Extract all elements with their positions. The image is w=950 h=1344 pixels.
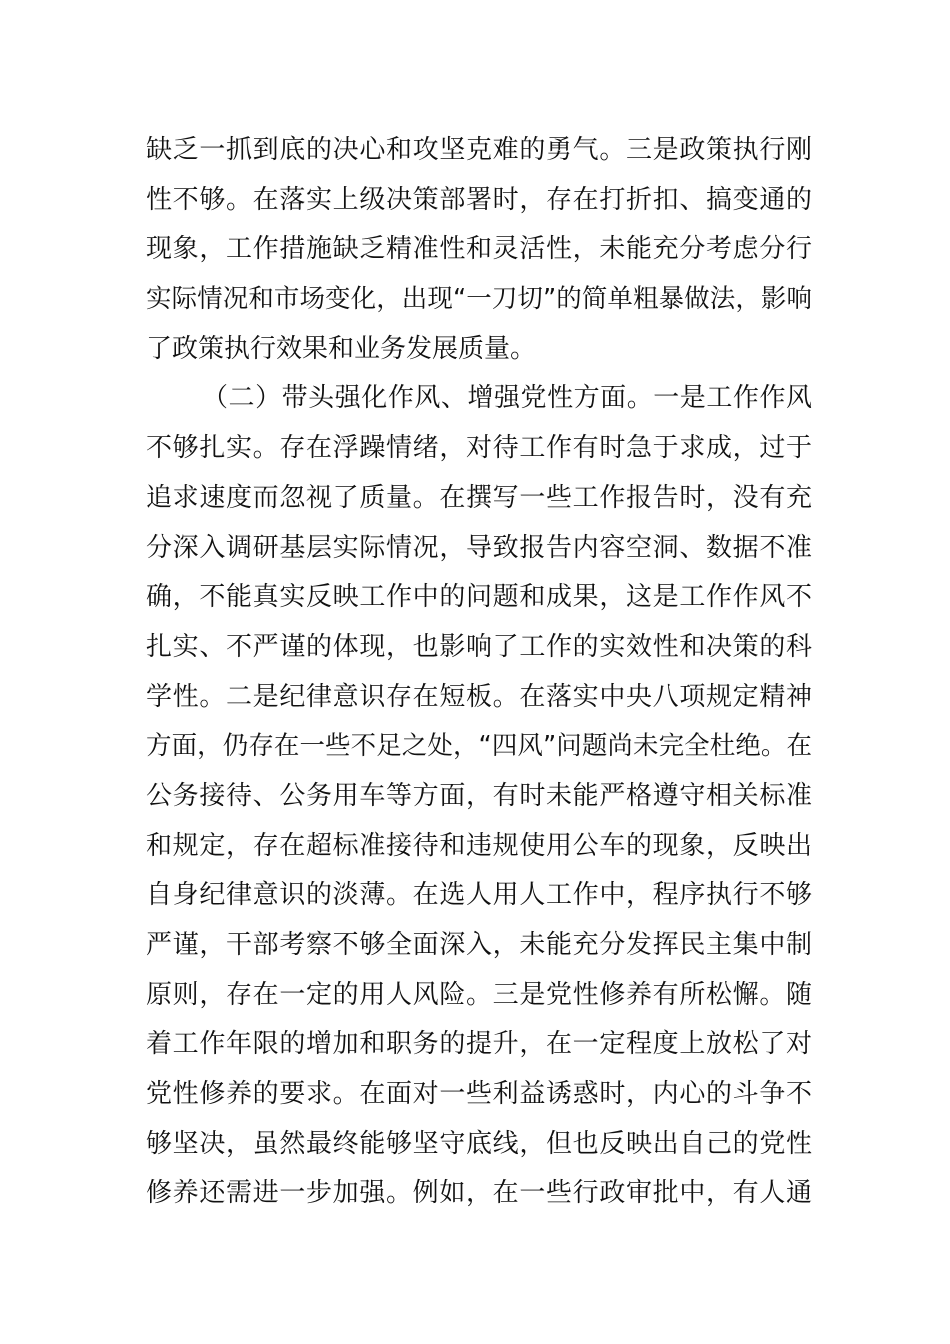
text-line: 自身纪律意识的淡薄。在选人用人工作中，程序执行不够: [146, 880, 812, 911]
text-line: 和规定，存在超标准接待和违规使用公车的现象，反映出: [146, 830, 812, 861]
text-line: 党性修养的要求。在面对一些利益诱惑时，内心的斗争不: [146, 1079, 812, 1110]
document-body: [146, 126, 812, 1219]
text-line: 严谨，干部考察不够全面深入，未能充分发挥民主集中制: [146, 930, 812, 960]
text-line: 了政策执行效果和业务发展质量。: [146, 333, 537, 364]
text-line: 够坚决，虽然最终能够坚守底线，但也反映出自己的党性: [146, 1128, 812, 1159]
text-line: 修养还需进一步加强。例如，在一些行政审批中，有人通: [146, 1178, 812, 1209]
text-line: 性不够。在落实上级决策部署时，存在打折扣、搞变通的: [146, 184, 812, 215]
text-line: 不够扎实。存在浮躁情绪，对待工作有时急于求成，过于: [146, 433, 812, 464]
text-line: 缺乏一抓到底的决心和攻坚克难的勇气。三是政策执行刚: [146, 135, 812, 165]
text-line: 原则，存在一定的用人风险。三是党性修养有所松懈。随: [146, 979, 812, 1010]
text-line: 着工作年限的增加和职务的提升，在一定程度上放松了对: [146, 1029, 812, 1060]
text-line: 方面，仍存在一些不足之处，“四风”问题尚未完全杜绝。在: [146, 731, 812, 762]
section-heading-line: （二）带头强化作风、增强党性方面。一是工作作风: [202, 383, 812, 414]
text-line: 确，不能真实反映工作中的问题和成果，这是工作作风不: [146, 582, 812, 613]
text-line: 学性。二是纪律意识存在短板。在落实中央八项规定精神: [146, 681, 812, 712]
text-line: 分深入调研基层实际情况，导致报告内容空洞、数据不准: [146, 532, 812, 563]
text-line: 现象，工作措施缺乏精准性和灵活性，未能充分考虑分行: [146, 234, 812, 265]
text-line: 实际情况和市场变化，出现“一刀切”的简单粗暴做法，影响: [146, 284, 812, 315]
text-line: 扎实、不严谨的体现，也影响了工作的实效性和决策的科: [146, 631, 812, 662]
text-line: 追求速度而忽视了质量。在撰写一些工作报告时，没有充: [146, 482, 812, 513]
text-line: 公务接待、公务用车等方面，有时未能严格遵守相关标准: [146, 780, 812, 811]
